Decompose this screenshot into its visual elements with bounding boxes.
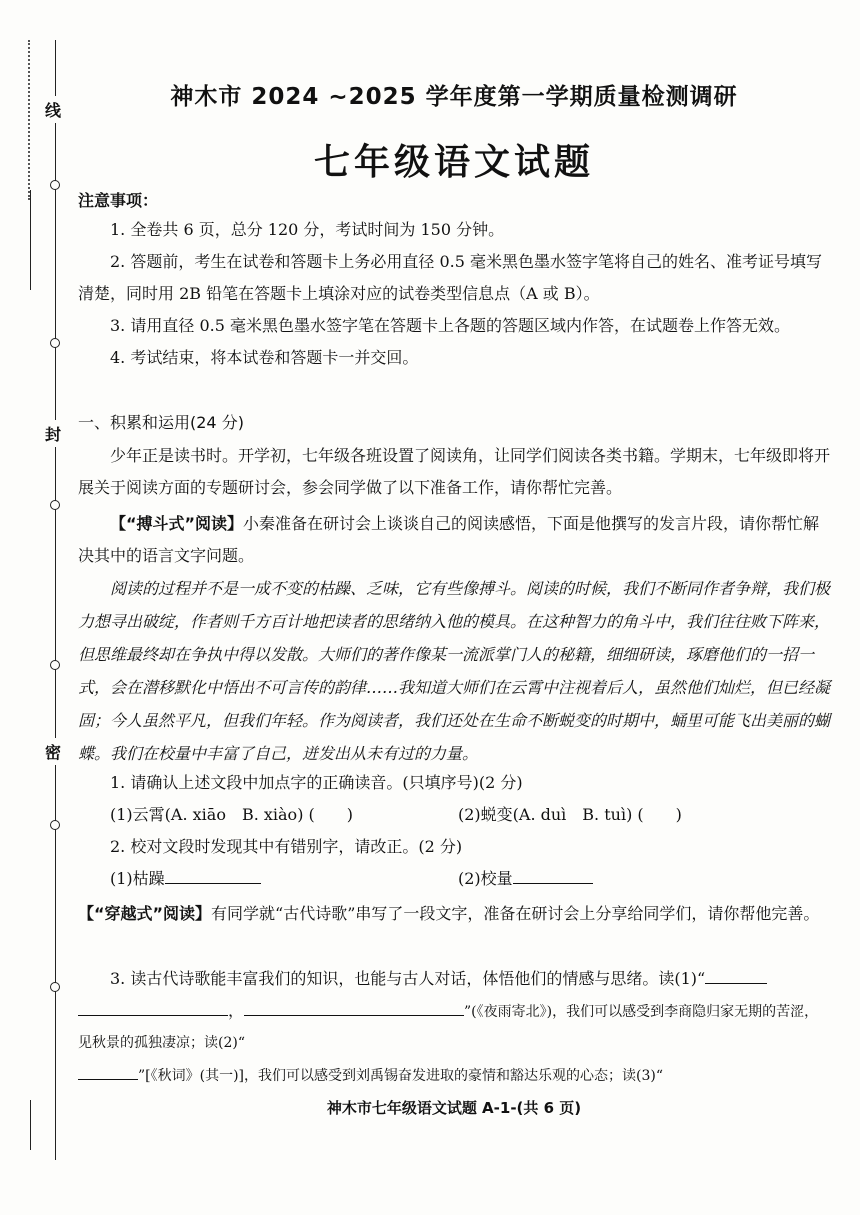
part1-text: 小秦准备在研讨会上谈谈自己的阅读感悟，下面是他撰写的发言片段，请你帮忙解决其中的语言文字问题。 xyxy=(78,514,820,565)
notice-item: 1. 全卷共 6 页，总分 120 分，考试时间为 150 分钟。 xyxy=(110,220,505,239)
answer-blank[interactable] xyxy=(78,1061,138,1080)
part2-instructions xyxy=(78,898,830,930)
question-1: 1. 请确认上述文段中加点字的正确读音。(只填序号)(2 分) xyxy=(110,773,523,792)
margin-bracket xyxy=(30,190,39,290)
binding-hole xyxy=(50,820,60,830)
notice-list xyxy=(78,214,830,374)
question-3-text-1: 3. 读古代诗歌能丰富我们的知识，也能与古人对话，体悟他们的情感与思绪。读(1)“ xyxy=(110,969,706,988)
question-3-line-2: ， ”(《夜雨寄北》)，我们可以感受到李商隐归家无期的苦涩，见秋景的孤独凄凉；读(2)“ xyxy=(78,996,830,1058)
exam-subtitle: 神木市 2024 ~2025 学年度第一学期质量检测调研 xyxy=(170,84,738,110)
notice-item: 4. 考试结束，将本试卷和答题卡一并交回。 xyxy=(110,348,419,367)
part1-label: 【“搏斗式”阅读】 xyxy=(110,514,244,533)
binding-margin xyxy=(0,0,60,1215)
answer-blank[interactable] xyxy=(165,865,261,884)
question-2-b-label: (2)校量 xyxy=(458,869,513,888)
margin-bracket xyxy=(30,1100,39,1150)
notice-item: 2. 答题前，考生在试卷和答题卡上务必用直径 0.5 毫米黑色墨水签字笔将自己的姓名、准考证号填写清楚，同时用 2B 铅笔在答题卡上填涂对应的试卷类型信息点（A 或 B）。 xyxy=(78,252,822,303)
question-3-line-1 xyxy=(78,964,830,994)
binding-hole xyxy=(50,500,60,510)
part2-text: 有同学就“古代诗歌”串写了一段文字，准备在研讨会上分享给同学们，请你帮他完善。 xyxy=(211,904,820,923)
binding-char-secret: 密 xyxy=(45,738,61,765)
answer-blank[interactable] xyxy=(244,997,464,1016)
reading-passage: 阅读的过程并不是一成不变的枯躁、乏味，它有些像搏斗。阅读的时候，我们不断同作者争辩，我们极力想寻出破绽，作者则千方百计地把读者的思绪纳入他的模具。在这种智力的角斗中，我们往往败下阵来，但思维最终却在争执中得以发散。大师们的著作像某一流派掌门人的秘籍，细细研读，琢磨他们的一招一式，会在潜移默化中悟出不可言传的韵律……我知道大师们在云霄中注视着后人，虽然他们灿烂，但已经凝固；今人虽然平凡，但我们年轻。作为阅读者，我们还处在生命不断蜕变的时期中，蛹里可能飞出美丽的蝴蝶。我们在校量中丰富了自己，迸发出从未有过的力量。 xyxy=(78,579,831,763)
answer-blank[interactable] xyxy=(78,997,228,1016)
question-3-text-2: ”(《夜雨寄北》)，我们可以感受到李商隐归家无期的苦涩，见秋景的孤独凄凉；读(2)“ xyxy=(78,1004,819,1051)
section-intro: 少年正是读书时。开学初，七年级各班设置了阅读角，让同学们阅读各类书籍。学期末，七年级即将开展关于阅读方面的专题研讨会，参会同学做了以下准备工作，请你帮忙完善。 xyxy=(78,446,831,497)
binding-char-line: 线 xyxy=(45,96,61,123)
question-3-text-3: ”[《秋词》(其一)]，我们可以感受到刘禹锡奋发进取的豪情和豁达乐观的心态；读(3)“ xyxy=(138,1068,663,1084)
binding-char-seal: 封 xyxy=(45,420,61,447)
answer-blank[interactable] xyxy=(705,965,767,984)
binding-hole xyxy=(50,660,60,670)
question-2-a-label: (1)枯躁 xyxy=(110,869,165,888)
page-footer: 神木市七年级语文试题 A-1-(共 6 页) xyxy=(326,1099,582,1117)
binding-hole xyxy=(50,180,60,190)
notice-title: 注意事项： xyxy=(78,191,159,210)
question-2-a xyxy=(110,864,261,894)
margin-dotted-line xyxy=(28,40,30,200)
question-1-b: (2)蜕变(A. duì B. tuì) ( ) xyxy=(458,805,682,824)
part1-instructions xyxy=(78,508,830,572)
part2-label: 【“穿越式”阅读】 xyxy=(78,904,212,923)
answer-blank[interactable] xyxy=(513,865,593,884)
binding-hole xyxy=(50,338,60,348)
binding-hole xyxy=(50,982,60,992)
question-2: 2. 校对文段时发现其中有错别字，请改正。(2 分) xyxy=(110,837,463,856)
question-2-b xyxy=(458,864,593,894)
section-title: 一、积累和运用(24 分) xyxy=(78,413,244,432)
binding-line xyxy=(55,40,56,1160)
question-1-a: (1)云霄(A. xiāo B. xiào) ( ) xyxy=(110,805,354,824)
notice-item: 3. 请用直径 0.5 毫米黑色墨水签字笔在答题卡上各题的答题区域内作答，在试题卷上作答无效。 xyxy=(110,316,790,335)
exam-title: 七年级语文试题 xyxy=(313,142,594,183)
question-3-line-3 xyxy=(78,1060,830,1091)
